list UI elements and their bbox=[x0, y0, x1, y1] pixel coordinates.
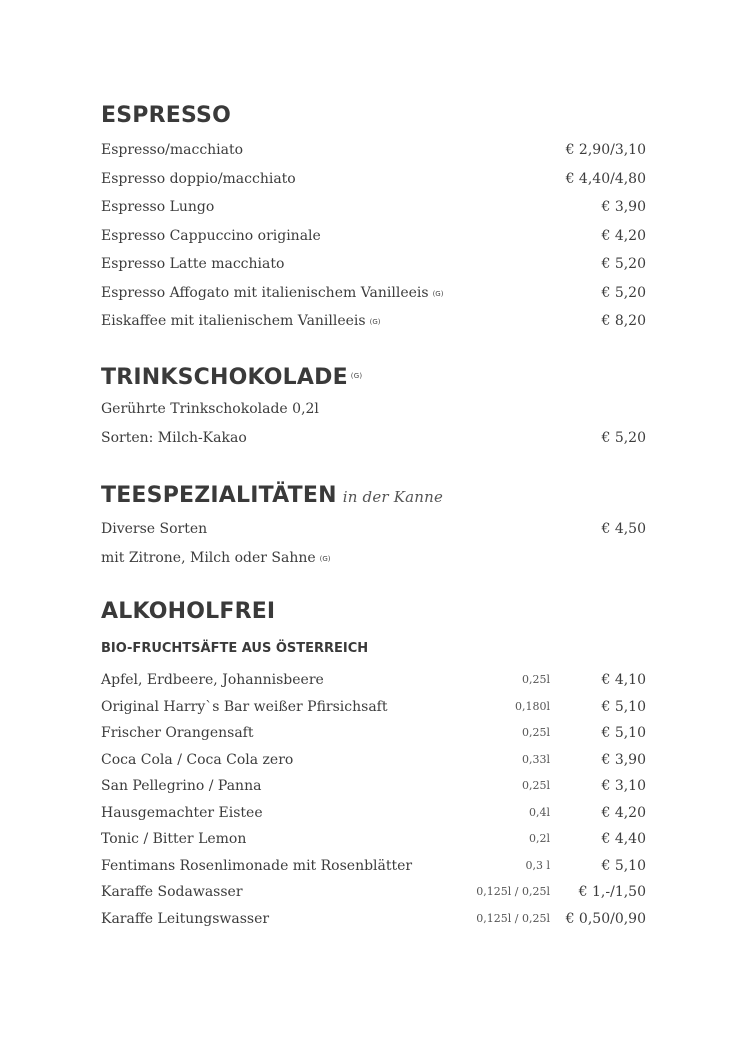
item-price: € 3,90 bbox=[601, 751, 646, 768]
menu-item bbox=[101, 800, 646, 827]
item-name: Espresso doppio/macchiato bbox=[101, 170, 296, 187]
item-name: San Pellegrino / Panna bbox=[101, 778, 262, 794]
item-price: € 4,50 bbox=[601, 521, 646, 537]
item-name: Apfel, Erdbeere, Johannisbeere bbox=[101, 672, 324, 688]
menu-item bbox=[101, 773, 646, 800]
item-price: € 5,20 bbox=[601, 429, 646, 446]
item-name: Espresso Lungo bbox=[101, 199, 215, 215]
allergen-tag: (G) bbox=[319, 554, 331, 563]
item-name: Karaffe Leitungswasser bbox=[101, 910, 270, 927]
item-name: mit Zitrone, Milch oder Sahne bbox=[101, 549, 316, 566]
item-name-group bbox=[101, 279, 443, 309]
allergen-tag: (G) bbox=[432, 289, 444, 298]
item-volume: 0,4l bbox=[528, 805, 550, 819]
item-name: Frischer Orangensaft bbox=[101, 725, 254, 741]
item-price: € 5,10 bbox=[601, 698, 646, 715]
menu-item bbox=[101, 136, 646, 165]
item-name: Espresso Cappuccino originale bbox=[101, 227, 321, 244]
menu-item bbox=[101, 826, 646, 853]
item-name: Diverse Sorten bbox=[101, 521, 208, 537]
section-alkoholfrei bbox=[101, 597, 646, 932]
item-price: € 3,10 bbox=[601, 778, 646, 794]
menu-item bbox=[101, 906, 646, 933]
item-name: Karaffe Sodawasser bbox=[101, 884, 243, 900]
item-volume: 0,125l / 0,25l bbox=[476, 911, 550, 925]
menu-item bbox=[101, 879, 646, 906]
item-name: Espresso Affogato mit italienischem Vanilleeis bbox=[101, 284, 429, 301]
item-volume: 0,25l bbox=[521, 726, 550, 739]
menu-item bbox=[101, 424, 646, 453]
item-name: Espresso Latte macchiato bbox=[101, 256, 285, 272]
section-title-alkoholfrei: ALKOHOLFREI bbox=[101, 599, 276, 624]
item-name: Coca Cola / Coca Cola zero bbox=[101, 751, 294, 768]
section-title-tee bbox=[101, 481, 646, 511]
item-name-group bbox=[101, 307, 381, 337]
item-volume: 0,2l bbox=[528, 832, 550, 845]
menu-item bbox=[101, 222, 646, 251]
allergen-tag: (G) bbox=[369, 318, 381, 326]
item-name-group bbox=[101, 544, 331, 574]
item-price: € 3,90 bbox=[601, 199, 646, 215]
section-espresso bbox=[101, 101, 646, 336]
menu-item bbox=[101, 165, 646, 194]
section-subheading: BIO-FRUCHTSÄFTE AUS ÖSTERREICH bbox=[101, 641, 369, 656]
allergen-tag: (G) bbox=[350, 372, 363, 380]
item-price: € 4,20 bbox=[601, 804, 646, 821]
item-name: Gerührte Trinkschokolade 0,2l bbox=[101, 401, 319, 417]
item-price: € 5,20 bbox=[601, 256, 646, 272]
item-volume: 0,25l bbox=[521, 779, 550, 792]
section-trinkschokolade bbox=[101, 361, 646, 452]
item-price: € 5,10 bbox=[601, 857, 646, 874]
section-title-text: TEESPEZIALITÄTEN bbox=[101, 483, 337, 508]
section-tee bbox=[101, 481, 646, 572]
menu-item bbox=[101, 667, 646, 694]
menu-item bbox=[101, 720, 646, 747]
menu-item bbox=[101, 395, 646, 424]
item-name: Hausgemachter Eistee bbox=[101, 804, 263, 821]
menu-item bbox=[101, 853, 646, 880]
item-price: € 4,20 bbox=[601, 227, 646, 244]
section-title-espresso: ESPRESSO bbox=[101, 103, 231, 128]
section-title-trinkschokolade bbox=[101, 361, 646, 391]
item-volume: 0,3 l bbox=[525, 858, 550, 872]
item-price: € 4,40/4,80 bbox=[565, 170, 646, 187]
menu-item bbox=[101, 694, 646, 721]
item-price: € 4,10 bbox=[601, 672, 646, 688]
menu-item bbox=[101, 250, 646, 279]
item-price: € 8,20 bbox=[601, 313, 646, 329]
item-price: € 4,40 bbox=[601, 831, 646, 847]
menu-item bbox=[101, 307, 646, 336]
item-price: € 5,10 bbox=[601, 725, 646, 741]
item-name: Espresso/macchiato bbox=[101, 142, 244, 158]
item-name: Fentimans Rosenlimonade mit Rosenblätter bbox=[101, 857, 413, 874]
menu-item bbox=[101, 279, 646, 308]
item-volume: 0,25l bbox=[521, 673, 550, 686]
item-name: Eiskaffee mit italienischem Vanilleeis bbox=[101, 313, 366, 329]
section-subtitle: in der Kanne bbox=[342, 488, 444, 506]
item-price: € 5,20 bbox=[601, 284, 646, 301]
item-name: Original Harry`s Bar weißer Pfirsichsaft bbox=[101, 698, 388, 715]
item-name: Sorten: Milch-Kakao bbox=[101, 429, 247, 446]
item-name: Tonic / Bitter Lemon bbox=[101, 831, 247, 847]
menu-item bbox=[101, 747, 646, 774]
item-price: € 1,-/1,50 bbox=[578, 884, 646, 900]
item-price: € 2,90/3,10 bbox=[565, 142, 646, 158]
menu-item bbox=[101, 193, 646, 222]
item-volume: 0,33l bbox=[521, 752, 550, 766]
item-price: € 0,50/0,90 bbox=[565, 910, 646, 927]
section-title-text: TRINKSCHOKOLADE bbox=[101, 365, 348, 390]
menu-item bbox=[101, 515, 646, 544]
menu-item bbox=[101, 544, 646, 573]
item-volume: 0,180l bbox=[514, 699, 550, 713]
item-volume: 0,125l / 0,25l bbox=[476, 885, 550, 898]
